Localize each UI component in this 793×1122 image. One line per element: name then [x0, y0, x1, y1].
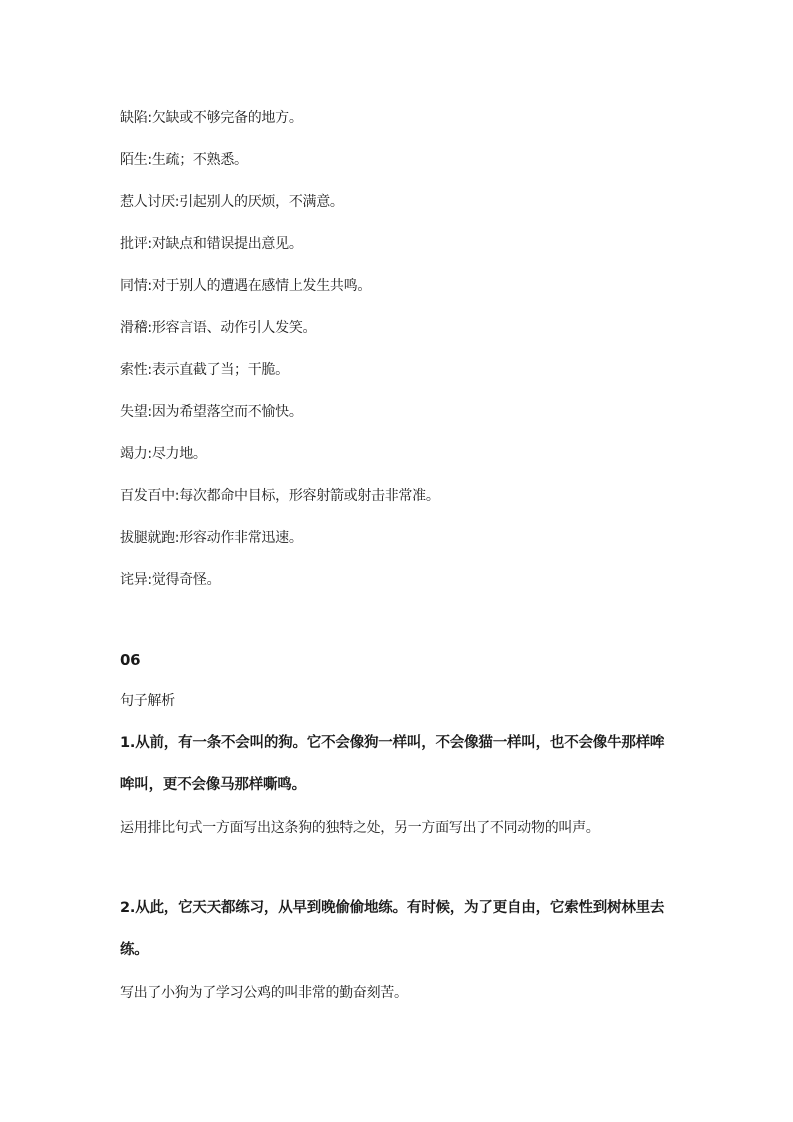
sentence-2-analysis: 写出了小狗为了学习公鸡的叫非常的勤奋刻苦。 [120, 985, 408, 1001]
vocab-entry-jieli: 竭力:尽力地。 [120, 446, 207, 462]
vocab-entry-mosheng: 陌生:生疏；不熟悉。 [120, 152, 248, 168]
vocab-entry-quexian: 缺陷:欠缺或不够完备的地方。 [120, 110, 303, 126]
vocab-entry-baifabaizhong: 百发百中:每次都命中目标，形容射箭或射击非常准。 [120, 488, 440, 504]
section-number: 06 [120, 651, 141, 669]
vocab-entry-rerentaoyan: 惹人讨厌:引起别人的厌烦，不满意。 [120, 194, 344, 210]
vocab-entry-shiwang: 失望:因为希望落空而不愉快。 [120, 404, 303, 420]
sentence-2-line-2: 练。 [120, 942, 149, 958]
sentence-1-line-1: 1.从前，有一条不会叫的狗。它不会像狗一样叫，不会像猫一样叫，也不会像牛那样哞 [120, 735, 665, 751]
vocab-entry-suoxing: 索性:表示直截了当；干脆。 [120, 362, 289, 378]
vocab-entry-huaji: 滑稽:形容言语、动作引人发笑。 [120, 320, 317, 336]
vocab-entry-chayi: 诧异:觉得奇怪。 [120, 572, 221, 588]
sentence-1-line-2: 哞叫，更不会像马那样嘶鸣。 [120, 777, 306, 793]
sentence-1-analysis: 运用排比句式一方面写出这条狗的独特之处，另一方面写出了不同动物的叫声。 [120, 820, 600, 836]
sentence-2-line-1: 2.从此，它天天都练习，从早到晚偷偷地练。有时候，为了更自由，它索性到树林里去 [120, 900, 665, 916]
vocab-entry-piping: 批评:对缺点和错误提出意见。 [120, 236, 303, 252]
section-title: 句子解析 [120, 693, 175, 709]
vocab-entry-tongqing: 同情:对于别人的遭遇在感情上发生共鸣。 [120, 278, 372, 294]
vocab-entry-batuijiupao: 拔腿就跑:形容动作非常迅速。 [120, 530, 303, 546]
